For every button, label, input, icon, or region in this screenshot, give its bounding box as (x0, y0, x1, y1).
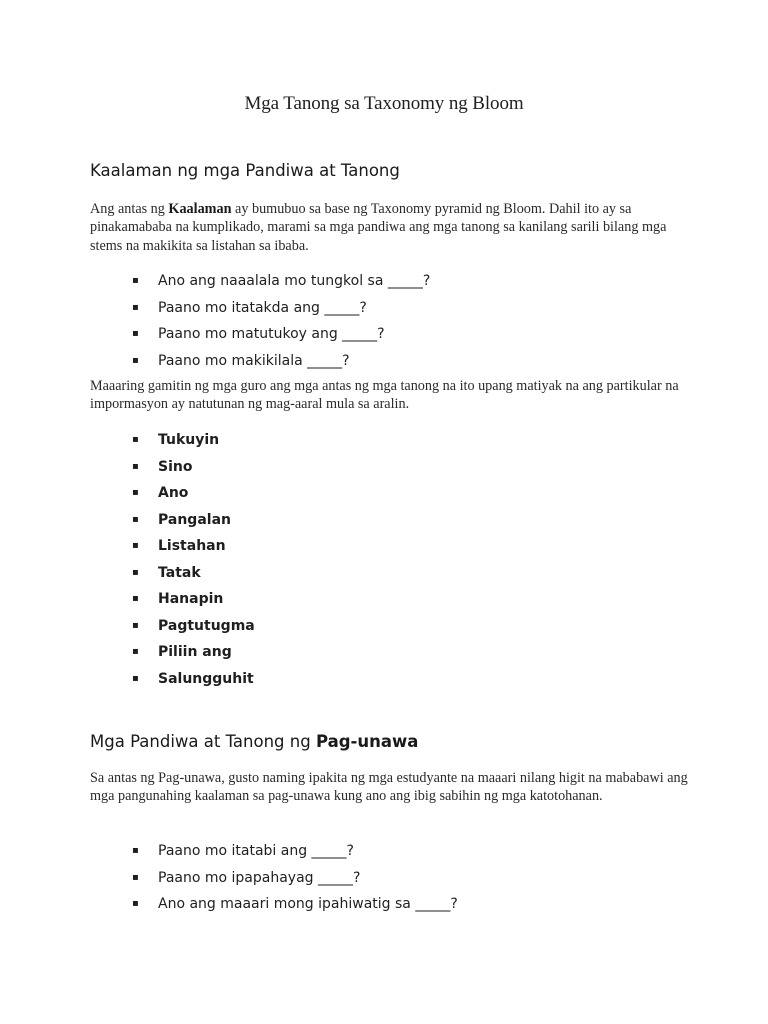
list-item-text: Paano mo makikilala _____? (158, 352, 350, 369)
list-item-text: Pagtutugma (158, 617, 255, 634)
bullet-icon: ▪ (132, 566, 139, 578)
bullet-icon: ▪ (132, 513, 139, 525)
heading-bold-term: Pag-unawa (315, 732, 419, 751)
list-item-text: Tatak (158, 564, 201, 581)
bullet-icon: ▪ (132, 898, 139, 909)
bullet-icon: ▪ (132, 871, 139, 883)
bullet-icon: ▪ (132, 354, 139, 366)
list-item-text: Ano ang naaalala mo tungkol sa _____? (158, 273, 431, 289)
list-item-text: Sino (158, 458, 193, 475)
section-intro-kaalaman: Ang antas ng Kaalaman ay bumubuo sa base ng Taxonomy pyramid ng Bloom. Dahil ito ay sa pinakamababa na kumplikado, marami sa mga pandiwa ang mga tanong sa kanilang sarili bilang mga stems na makikita sa listahan sa ibaba. (90, 201, 667, 254)
bullet-icon: ▪ (132, 646, 139, 657)
list-item-text: Ano (158, 485, 189, 501)
bullet-icon: ▪ (132, 593, 139, 604)
document-title: Mga Tanong sa Taxonomy ng Bloom (244, 93, 524, 114)
list-item-text: Ano ang maaari mong ipahiwatig sa _____? (158, 896, 458, 912)
intro-bold-term: Kaalaman (168, 201, 232, 217)
list-item-text: Paano mo itatabi ang _____? (158, 843, 354, 859)
bullet-icon: ▪ (132, 540, 139, 551)
bullet-icon: ▪ (132, 845, 139, 856)
bullet-icon: ▪ (132, 672, 139, 684)
bullet-icon: ▪ (132, 487, 139, 498)
list-item-text: Paano mo itatakda ang _____? (158, 299, 367, 316)
section-heading-pag-unawa: Mga Pandiwa at Tanong ng Pag-unawa (90, 732, 419, 751)
bullet-icon: ▪ (132, 460, 139, 472)
list-item-text: Tukuyin (158, 432, 220, 448)
bullet-icon: ▪ (132, 275, 139, 286)
bullet-icon: ▪ (132, 328, 139, 339)
bullet-icon: ▪ (132, 434, 139, 445)
list-item-text: Listahan (158, 538, 226, 554)
list-item-text: Piliin ang (158, 644, 232, 660)
list-item-text: Paano mo ipapahayag _____? (158, 869, 361, 886)
list-item-text: Hanapin (158, 591, 224, 607)
section-intro-pag-unawa: Sa antas ng Pag-unawa, gusto naming ipakita ng mga estudyante na maaari nilang higit na mababawi ang mga pangunahing kaalaman sa pag-unawa kung ano ang ibig sabihin ng mga katotohanan. (90, 770, 688, 805)
bullet-icon: ▪ (132, 301, 139, 313)
section-heading-kaalaman: Kaalaman ng mga Pandiwa at Tanong (90, 161, 400, 180)
list-item-text: Pangalan (158, 511, 231, 528)
list-item-text: Salungguhit (158, 670, 254, 687)
paragraph-teachers: Maaaring gamitin ng mga guro ang mga antas ng mga tanong na ito upang matiyak na ang partikular na impormasyon ay natutunan ng mag-aaral mula sa aralin. (90, 378, 679, 413)
bullet-icon: ▪ (132, 619, 139, 631)
list-item-text: Paano mo matutukoy ang _____? (158, 326, 385, 342)
